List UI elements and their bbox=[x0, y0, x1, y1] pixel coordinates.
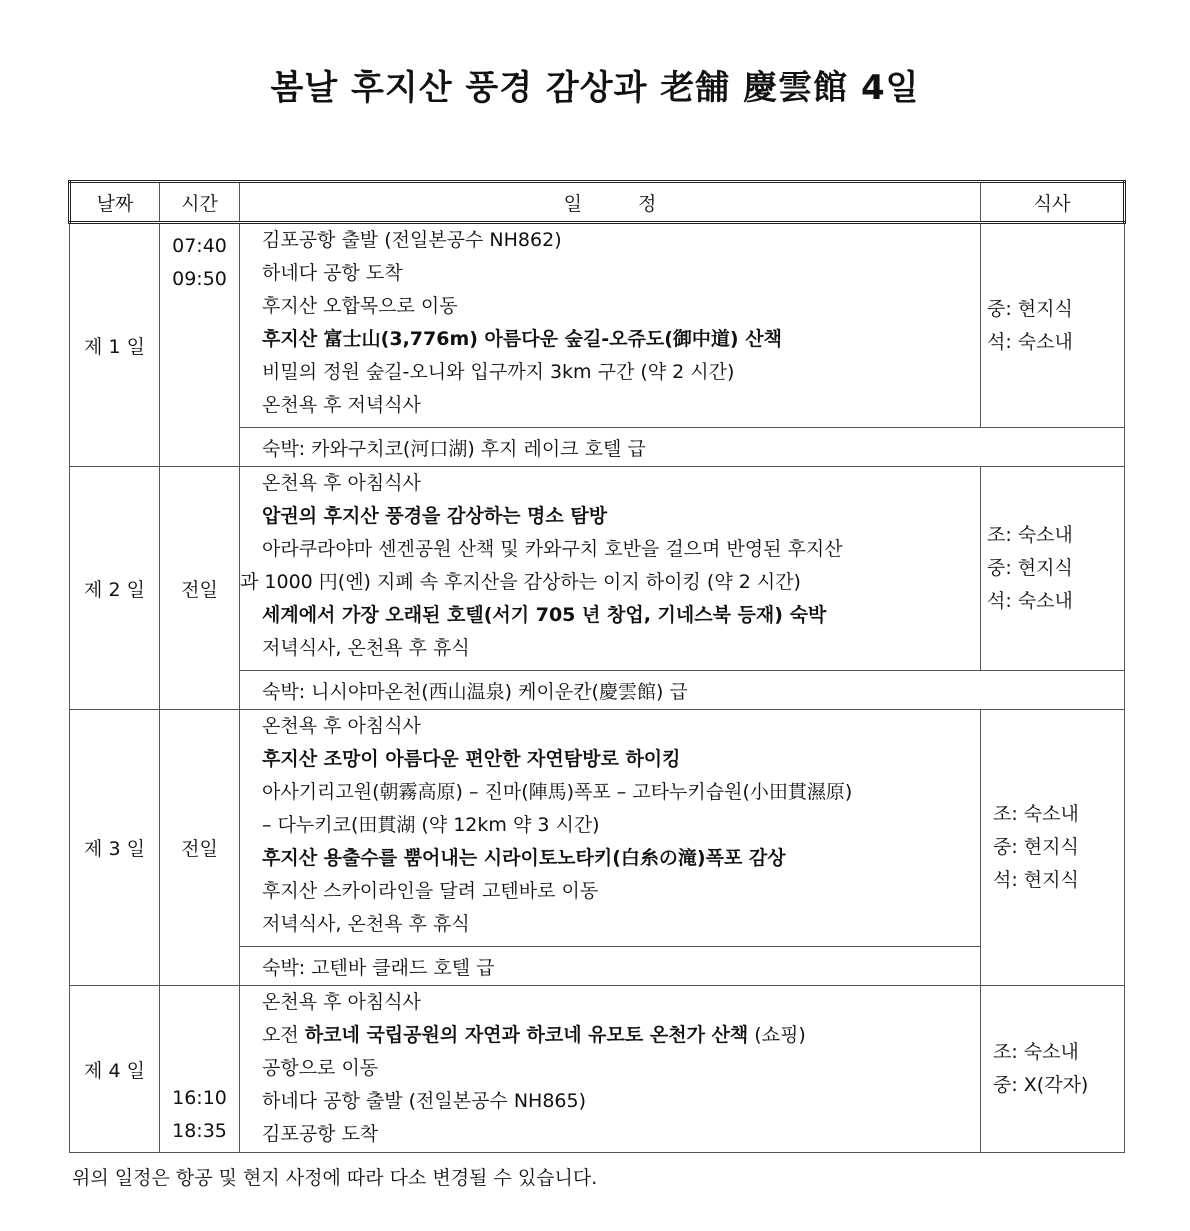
day-1-times bbox=[160, 223, 240, 467]
meal-item: 조: 숙소내 bbox=[993, 803, 1079, 825]
schedule-line: 후지산 스카이라인을 달려 고텐바로 이동 bbox=[262, 880, 599, 902]
day-1-schedule bbox=[240, 223, 981, 428]
day-4-meals bbox=[981, 986, 1125, 1153]
meal-item: 중: 현지식 bbox=[987, 557, 1073, 579]
schedule-line: 김포공항 도착 bbox=[262, 1123, 379, 1145]
day-2-meals bbox=[981, 467, 1125, 671]
meal-item: 중: X(각자) bbox=[993, 1074, 1089, 1096]
day-3-schedule bbox=[240, 710, 981, 947]
schedule-line: 저녁식사, 온천욕 후 휴식 bbox=[262, 913, 470, 935]
day-1-label: 제 1 일 bbox=[70, 223, 160, 467]
schedule-line: 과 1000 円(엔) 지폐 속 후지산을 감상하는 이지 하이킹 (약 2 시간) bbox=[240, 571, 801, 593]
day-4-row bbox=[70, 986, 1125, 1153]
meal-item: 석: 숙소내 bbox=[987, 330, 1073, 353]
day-2-row bbox=[70, 467, 1125, 671]
time-1: 09:50 bbox=[172, 268, 227, 290]
schedule-highlight: 하코네 국립공원의 자연과 하코네 유모토 온천가 산책 bbox=[304, 1024, 749, 1046]
day-4-times bbox=[160, 986, 240, 1153]
day-3-stay: 숙박: 고텐바 클래드 호텔 급 bbox=[240, 947, 981, 986]
schedule-line: – 다누키코(田貫湖 (약 12km 약 3 시간) bbox=[262, 814, 600, 836]
day-1-meals bbox=[981, 223, 1125, 428]
meal-item: 석: 숙소내 bbox=[987, 590, 1073, 612]
schedule-line: 김포공항 출발 (전일본공수 NH862) bbox=[262, 229, 562, 251]
time-0: 16:10 bbox=[172, 1087, 227, 1109]
day-1-row bbox=[70, 223, 1125, 428]
schedule-line: 온천욕 후 저녁식사 bbox=[262, 394, 421, 416]
day-4-label: 제 4 일 bbox=[70, 986, 160, 1153]
day-2-stay: 숙박: 니시야마온천(西山温泉) 케이운칸(慶雲館) 급 bbox=[240, 671, 1125, 710]
day-4-schedule bbox=[240, 986, 981, 1153]
schedule-line: 아라쿠라야마 센겐공원 산책 및 카와구치 호반을 걸으며 반영된 후지산 bbox=[262, 538, 843, 560]
schedule-line: 공항으로 이동 bbox=[262, 1057, 379, 1079]
schedule-line: 온천욕 후 아침식사 bbox=[262, 715, 421, 737]
header-time: 시간 bbox=[160, 182, 240, 223]
meal-item: 조: 숙소내 bbox=[987, 524, 1073, 546]
schedule-highlight: 후지산 富士山(3,776m) 아름다운 숲길-오쥬도(御中道) 산책 bbox=[262, 328, 782, 350]
header-meal: 식사 bbox=[981, 182, 1125, 223]
schedule-line: 하네다 공항 출발 (전일본공수 NH865) bbox=[262, 1090, 586, 1112]
schedule-line: 저녁식사, 온천욕 후 휴식 bbox=[262, 637, 470, 659]
meal-item: 중: 현지식 bbox=[993, 836, 1079, 858]
schedule-line: 아사기리고원(朝霧高原) – 진마(陣馬)폭포 – 고타누키습원(小田貫濕原) bbox=[262, 781, 853, 803]
day-3-label: 제 3 일 bbox=[70, 710, 160, 986]
meal-item: 중: 현지식 bbox=[987, 297, 1073, 320]
time-0: 07:40 bbox=[172, 235, 227, 257]
day-3-time: 전일 bbox=[160, 710, 240, 986]
schedule-line: 온천욕 후 아침식사 bbox=[262, 472, 421, 494]
day-1-stay: 숙박: 카와구치코(河口湖) 후지 레이크 호텔 급 bbox=[240, 428, 1125, 467]
schedule-highlight: 세계에서 가장 오래된 호텔(서기 705 년 창업, 기네스북 등재) 숙박 bbox=[262, 604, 827, 626]
schedule-line bbox=[262, 1019, 980, 1052]
schedule-suffix: (쇼핑) bbox=[754, 1024, 806, 1046]
day-3-row bbox=[70, 710, 1125, 947]
day-2-schedule bbox=[240, 467, 981, 671]
table-header-row bbox=[70, 182, 1125, 223]
time-1: 18:35 bbox=[172, 1120, 227, 1142]
day-2-time: 전일 bbox=[160, 467, 240, 710]
schedule-highlight: 후지산 용출수를 뿜어내는 시라이토노타키(白糸の滝)폭포 감상 bbox=[262, 847, 786, 869]
schedule-highlight: 압권의 후지산 풍경을 감상하는 명소 탐방 bbox=[262, 505, 608, 527]
itinerary-table bbox=[68, 180, 1126, 1153]
schedule-line: 온천욕 후 아침식사 bbox=[262, 991, 421, 1013]
meal-item: 석: 현지식 bbox=[993, 869, 1079, 891]
day-2-label: 제 2 일 bbox=[70, 467, 160, 710]
document-title: 봄날 후지산 풍경 감상과 老舗 慶雲館 4일 bbox=[270, 68, 920, 108]
meal-item: 조: 숙소내 bbox=[993, 1041, 1079, 1063]
header-date: 날짜 bbox=[70, 182, 160, 223]
schedule-highlight: 후지산 조망이 아름다운 편안한 자연탐방로 하이킹 bbox=[262, 748, 681, 770]
schedule-line: 후지산 오합목으로 이동 bbox=[262, 295, 458, 317]
schedule-prefix: 오전 bbox=[262, 1024, 299, 1046]
schedule-line: 하네다 공항 도착 bbox=[262, 262, 403, 284]
header-schedule: 일 정 bbox=[240, 182, 981, 223]
schedule-line: 비밀의 정원 숲길-오니와 입구까지 3km 구간 (약 2 시간) bbox=[262, 361, 735, 383]
day-3-meals bbox=[981, 710, 1125, 986]
footnote: 위의 일정은 항공 및 현지 사정에 따라 다소 변경될 수 있습니다. bbox=[72, 1167, 598, 1189]
